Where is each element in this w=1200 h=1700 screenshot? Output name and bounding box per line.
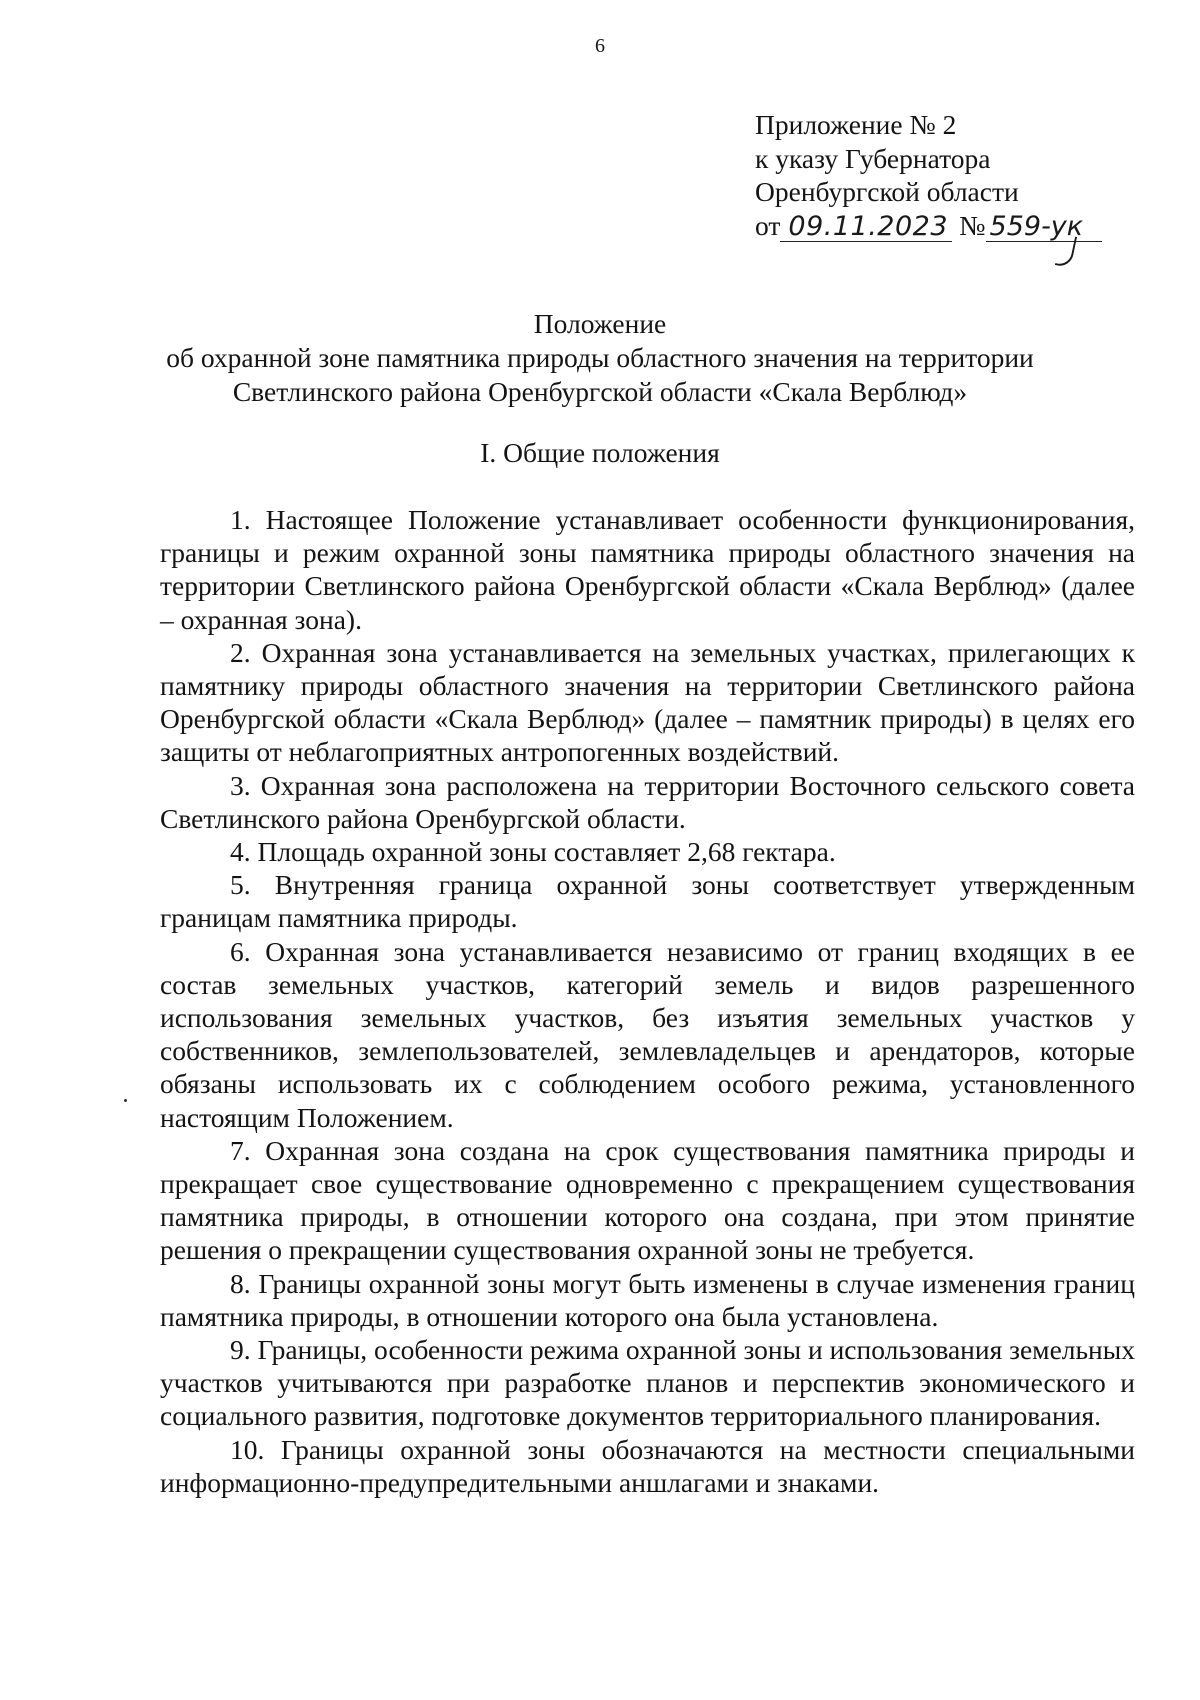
paragraph-7: 7. Охранная зона создана на срок существования памятника природы и прекращает свое существование одновременно с прекращением существования памятника природы, в отношении которого она создана, при этом принятие решения о прекращении существования охранной зоны не требуется. [160, 1134, 1135, 1266]
title-line-3: Светлинского района Оренбургской области «Скала Верблюд» [232, 376, 968, 407]
body-text [160, 503, 1135, 1499]
paragraph-6: 6. Охранная зона устанавливается независимо от границ входящих в ее состав земельных участков, категорий земель и видов разрешенного использования земельных участков, без изъятия земельных участков у собственников, землепользователей, землевладельцев и арендаторов, которые обязаны использовать их с соблюдением особого режима, установленного настоящим Положением. [160, 935, 1135, 1133]
paragraph-1: 1. Настоящее Положение устанавливает особенности функционирования, границы и режим охранной зоны памятника природы областного значения на территории Светлинского района Оренбургской области «Скала Верблюд» (далее – охранная зона). [160, 504, 1135, 635]
appendix-date-line [755, 209, 1175, 243]
appendix-line-1: Приложение № 2 [755, 109, 957, 140]
document-title [0, 307, 1200, 409]
paragraph-3: 3. Охранная зона расположена на территории Восточного сельского совета Светлинского района Оренбургской области. [160, 769, 1135, 834]
appendix-block [755, 108, 1175, 242]
handwritten-date: 09.11.2023 [780, 213, 952, 242]
handwritten-number [986, 210, 1102, 242]
paragraph-5: 5. Внутренняя граница охранной зоны соответствует утвержденным границам памятника природы. [160, 869, 1135, 934]
title-line-1: Положение [533, 308, 667, 339]
number-prefix: № [959, 209, 986, 241]
section-heading: I. Общие положения [480, 437, 720, 468]
paragraph-2: 2. Охранная зона устанавливается на земельных участках, прилегающих к памятнику природы областного значения на территории Светлинского района Оренбургской области «Скала Верблюд» (далее – памятник природы) в целях его защиты от неблагоприятных антропогенных воздействий. [160, 636, 1135, 768]
paragraph-4: 4. Площадь охранной зоны составляет 2,68 гектара. [230, 836, 836, 868]
appendix-line-3: Оренбургской области [755, 176, 1019, 207]
page-number: 6 [595, 35, 605, 57]
handwritten-number-text: 559-ук [989, 210, 1084, 242]
paragraph-8: 8. Границы охранной зоны могут быть изменены в случае изменения границ памятника природы, в отношении которого она была установлена. [160, 1267, 1135, 1332]
paragraph-10: 10. Границы охранной зоны обозначаются на местности специальными информационно-предупредительными аншлагами и знаками. [160, 1433, 1135, 1498]
paragraph-9: 9. Границы, особенности режима охранной зоны и использования земельных участков учитываются при разработке планов и перспектив экономического и социального развития, подготовке документов территориального планирования. [160, 1334, 1135, 1432]
date-prefix: от [755, 209, 781, 241]
title-line-2: об охранной зоне памятника природы областного значения на территории [166, 342, 1034, 373]
appendix-line-2: к указу Губернатора [755, 142, 991, 174]
scan-speck [124, 1099, 127, 1102]
